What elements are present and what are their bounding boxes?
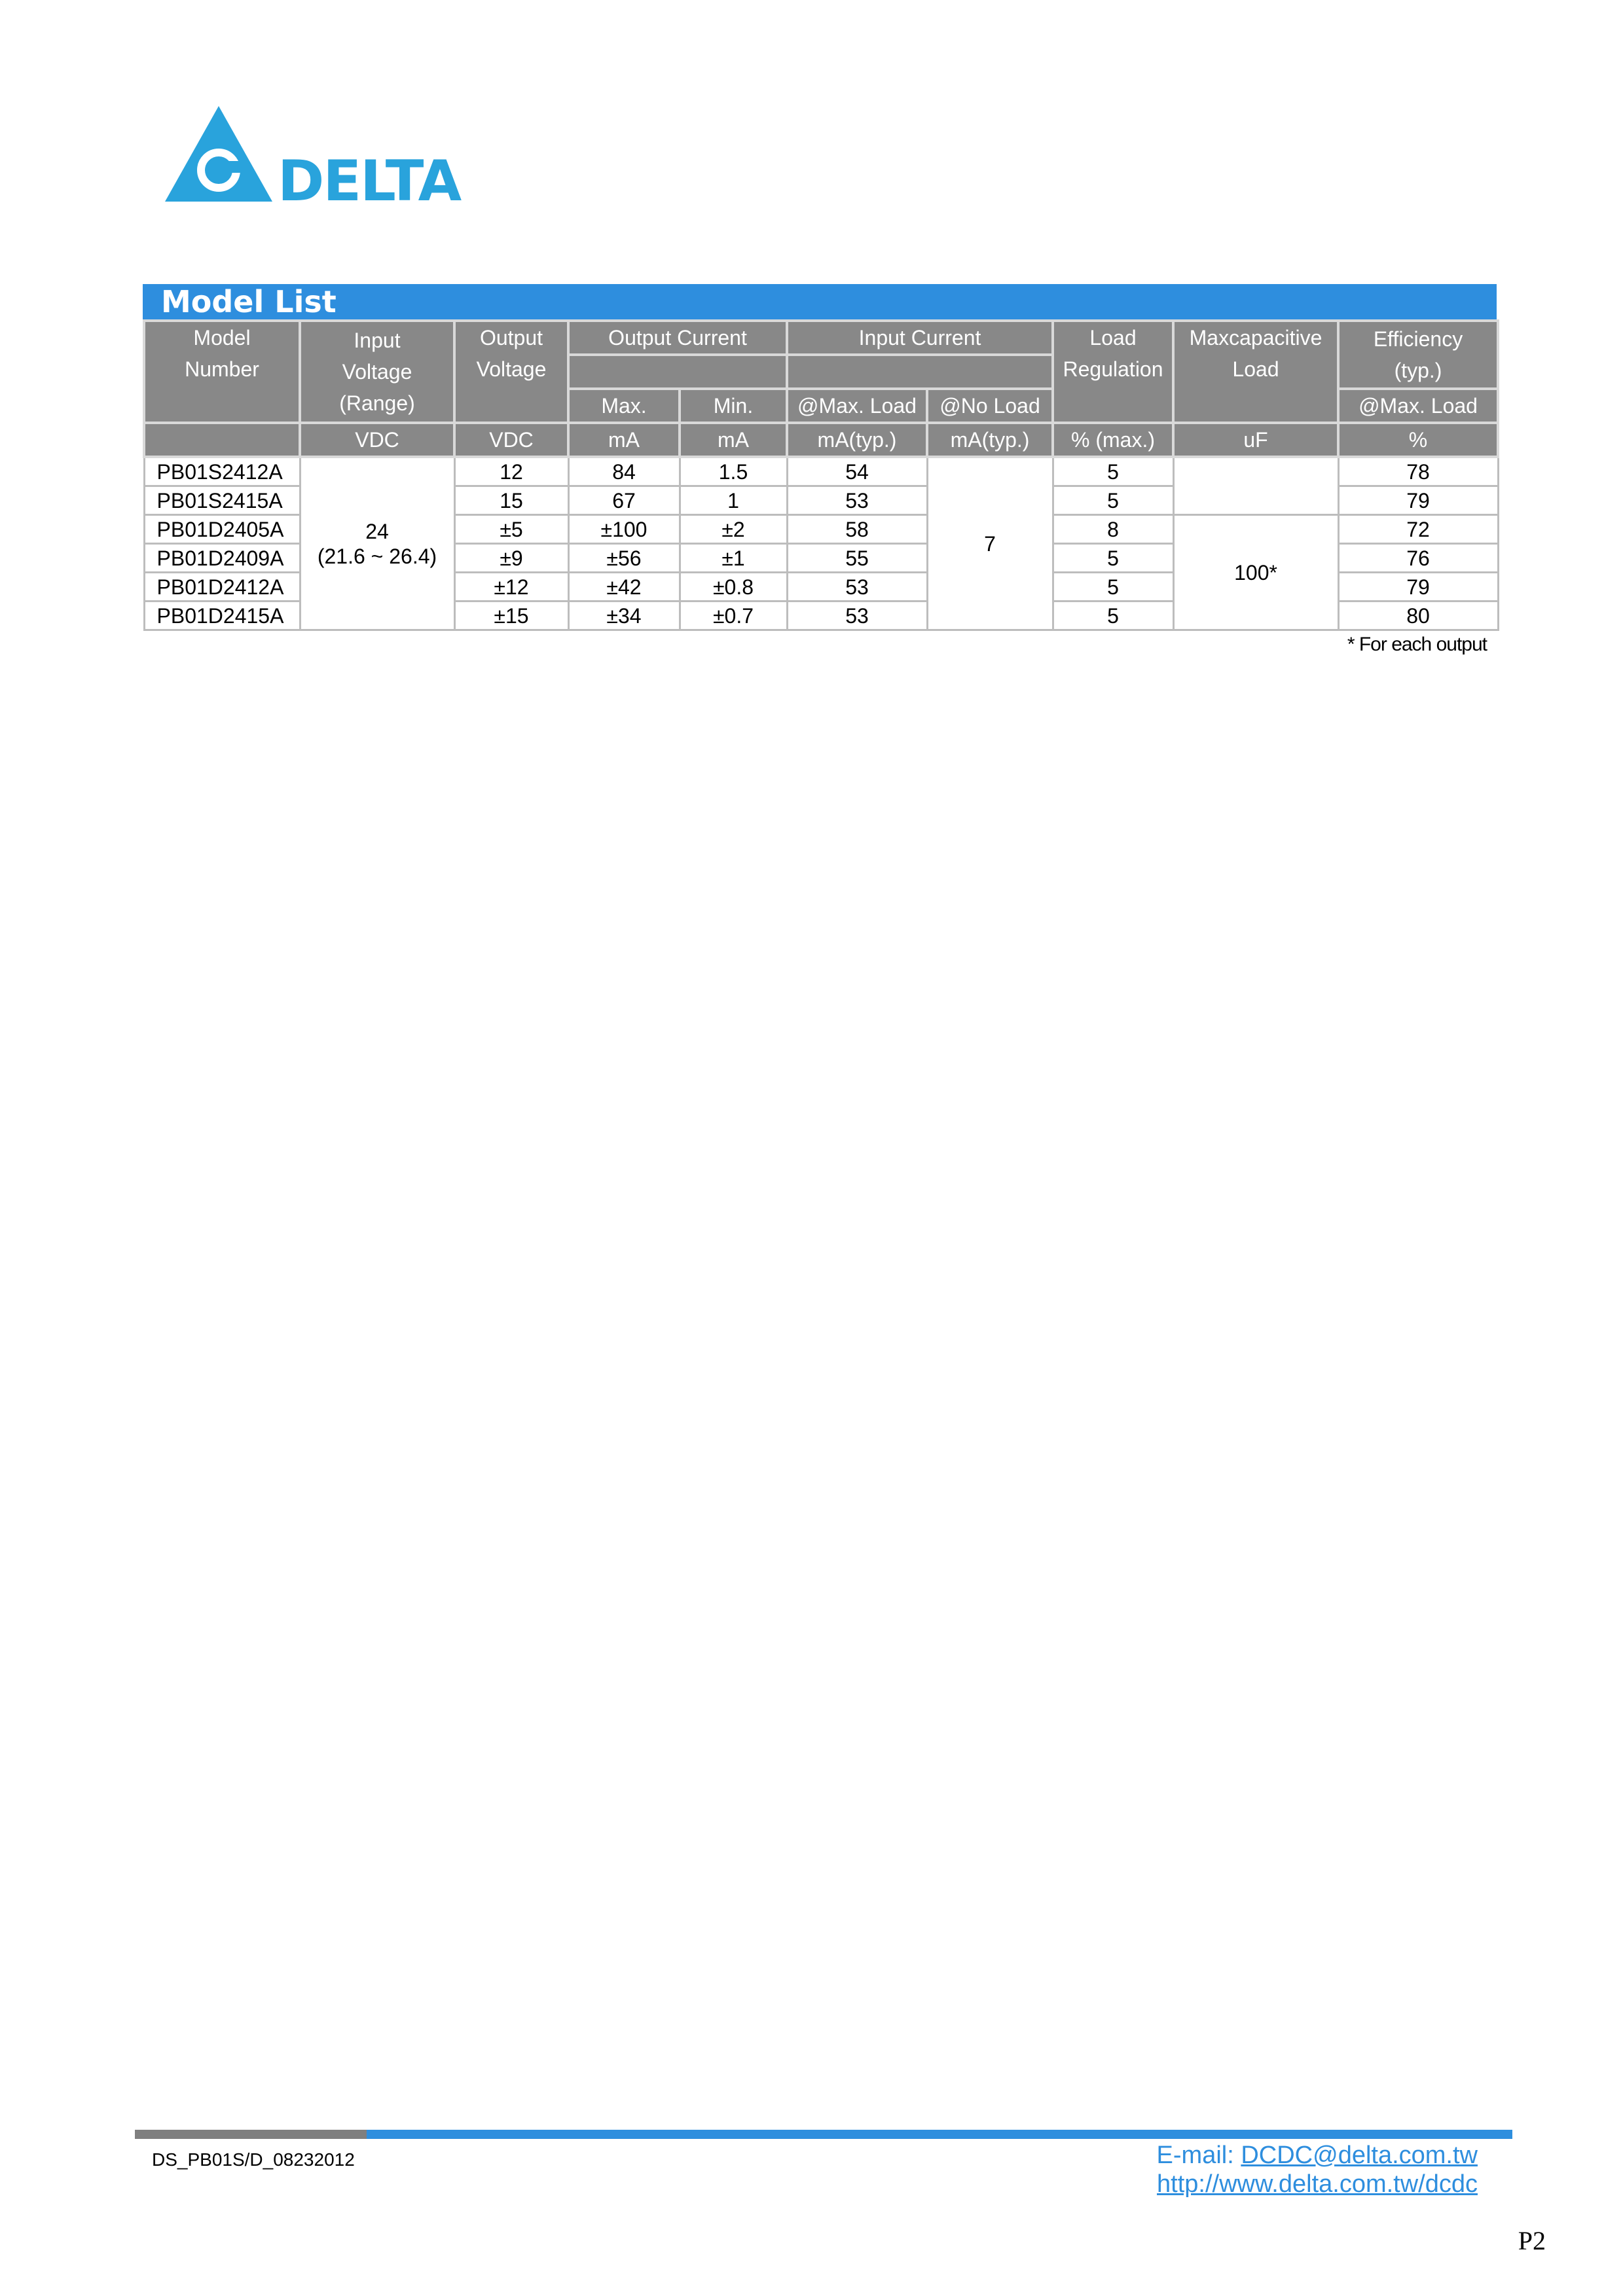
cell-output-current-max: ±42: [568, 573, 680, 601]
unit-output-current-min: mA: [680, 423, 787, 457]
header-efficiency-sub: @Max. Load: [1338, 389, 1498, 423]
page-number: P2: [1518, 2226, 1546, 2255]
unit-load-regulation: % (max.): [1053, 423, 1173, 457]
cell-input-current-max-load: 54: [787, 457, 927, 486]
cell-input-current-max-load: 53: [787, 573, 927, 601]
footer-divider-gray: [135, 2130, 384, 2139]
cell-output-current-min: ±2: [680, 515, 787, 544]
cell-efficiency: 78: [1338, 457, 1498, 486]
cell-output-current-min: ±0.8: [680, 573, 787, 601]
unit-output-voltage: VDC: [454, 423, 568, 457]
document-id: DS_PB01S/D_08232012: [152, 2149, 355, 2170]
unit-input-current-no-load: mA(typ.): [927, 423, 1053, 457]
cell-model: PB01D2415A: [144, 601, 300, 630]
cell-load-regulation: 8: [1053, 515, 1173, 544]
website-link[interactable]: http://www.delta.com.tw/dcdc: [1157, 2170, 1478, 2198]
header-max-capacitive: Maxcapacitive Load: [1173, 321, 1338, 423]
cell-load-regulation: 5: [1053, 573, 1173, 601]
cell-output-voltage: ±5: [454, 515, 568, 544]
header-input-voltage: Input Voltage (Range): [300, 321, 454, 423]
table-row: [144, 457, 1498, 486]
cell-output-voltage: ±9: [454, 544, 568, 573]
header-model: Model Number: [144, 321, 300, 423]
unit-max-capacitive: uF: [1173, 423, 1338, 457]
footer-divider-blue: [367, 2130, 1512, 2139]
cell-output-current-max: ±100: [568, 515, 680, 544]
unit-input-current-max-load: mA(typ.): [787, 423, 927, 457]
delta-logo: [162, 105, 477, 209]
cell-input-current-max-load: 53: [787, 486, 927, 515]
cell-max-capacitive: 100*: [1173, 515, 1338, 630]
cell-output-voltage: ±15: [454, 601, 568, 630]
cell-load-regulation: 5: [1053, 486, 1173, 515]
header-output-current: Output Current: [568, 321, 787, 355]
section-title-bar: [143, 284, 1497, 319]
cell-load-regulation: 5: [1053, 601, 1173, 630]
section-title: Model List: [161, 284, 337, 319]
cell-output-current-max: ±56: [568, 544, 680, 573]
email-label: E-mail:: [1156, 2142, 1234, 2169]
header-efficiency: Efficiency (typ.): [1338, 321, 1498, 389]
cell-output-current-max: ±34: [568, 601, 680, 630]
cell-input-current-max-load: 53: [787, 601, 927, 630]
cell-output-current-min: 1: [680, 486, 787, 515]
cell-efficiency: 76: [1338, 544, 1498, 573]
cell-efficiency: 79: [1338, 573, 1498, 601]
cell-output-current-min: ±1: [680, 544, 787, 573]
table-footnote: * For each output: [1347, 634, 1487, 655]
header-output-current-max: Max.: [568, 389, 680, 423]
cell-output-current-min: 1.5: [680, 457, 787, 486]
cell-model: PB01S2415A: [144, 486, 300, 515]
cell-model: PB01D2412A: [144, 573, 300, 601]
header-input-current-max-load: @Max. Load: [787, 389, 927, 423]
header-output-current-min: Min.: [680, 389, 787, 423]
unit-efficiency: %: [1338, 423, 1498, 457]
email-line: [1157, 2142, 1478, 2170]
header-load-regulation: Load Regulation: [1053, 321, 1173, 423]
unit-input-voltage: VDC: [300, 423, 454, 457]
cell-output-voltage: 15: [454, 486, 568, 515]
cell-load-regulation: 5: [1053, 544, 1173, 573]
cell-efficiency: 80: [1338, 601, 1498, 630]
cell-input-current-no-load: 7: [927, 457, 1053, 630]
cell-output-voltage: ±12: [454, 573, 568, 601]
cell-max-capacitive-blank: [1173, 457, 1338, 515]
unit-output-current-max: mA: [568, 423, 680, 457]
model-list-table: [143, 319, 1499, 631]
header-output-current-blank: [568, 355, 787, 389]
cell-efficiency: 72: [1338, 515, 1498, 544]
cell-input-current-max-load: 55: [787, 544, 927, 573]
cell-output-current-min: ±0.7: [680, 601, 787, 630]
cell-output-voltage: 12: [454, 457, 568, 486]
cell-efficiency: 79: [1338, 486, 1498, 515]
email-link[interactable]: DCDC@delta.com.tw: [1241, 2142, 1478, 2169]
header-input-current: Input Current: [787, 321, 1053, 355]
header-input-current-no-load: @No Load: [927, 389, 1053, 423]
header-input-current-blank: [787, 355, 1053, 389]
cell-model: PB01D2409A: [144, 544, 300, 573]
cell-load-regulation: 5: [1053, 457, 1173, 486]
cell-input-voltage: 24 (21.6 ~ 26.4): [300, 457, 454, 630]
cell-input-current-max-load: 58: [787, 515, 927, 544]
cell-model: PB01S2412A: [144, 457, 300, 486]
logo-text: DELTA: [278, 149, 461, 209]
cell-output-current-max: 67: [568, 486, 680, 515]
cell-output-current-max: 84: [568, 457, 680, 486]
unit-model-blank: [144, 423, 300, 457]
header-output-voltage: Output Voltage: [454, 321, 568, 423]
cell-model: PB01D2405A: [144, 515, 300, 544]
